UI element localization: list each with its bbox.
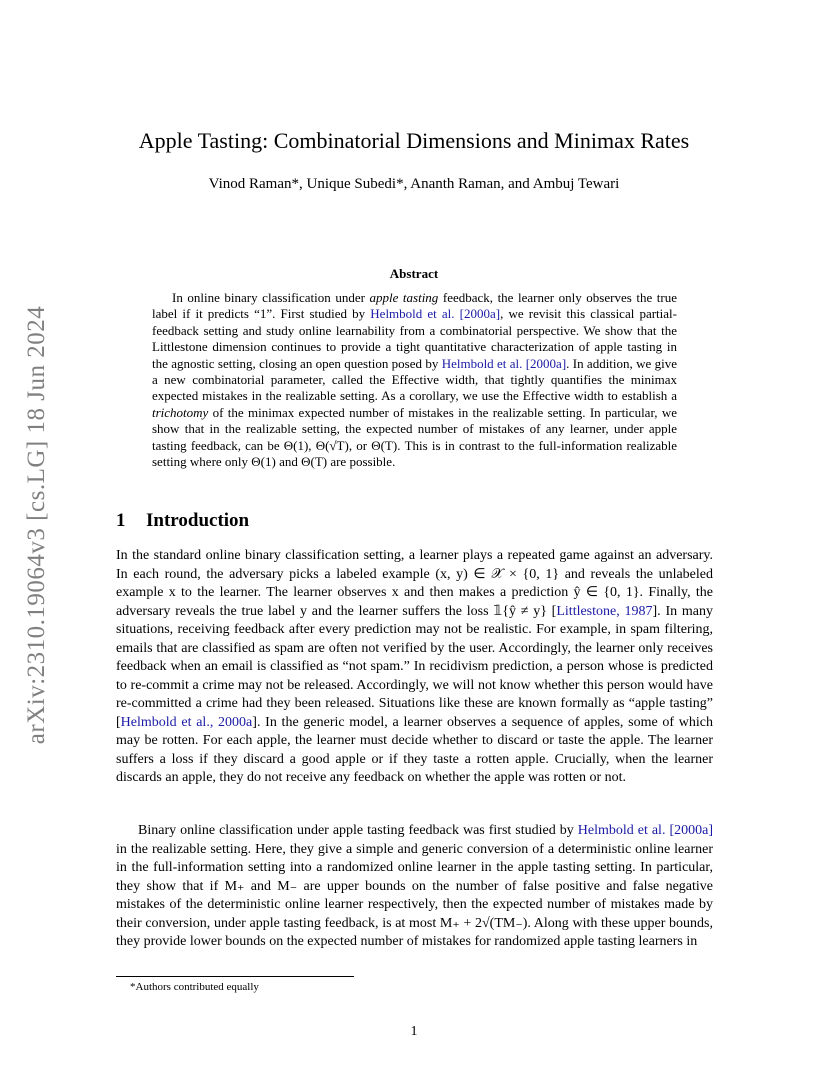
- paper-title: Apple Tasting: Combinatorial Dimensions and Minimax Rates: [138, 128, 690, 153]
- citation-link[interactable]: Helmbold et al. [2000a]: [577, 823, 713, 838]
- section-number: 1: [116, 510, 126, 531]
- paragraph-text: ]. In the generic model, a learner observes a sequence of apples, some of which may be rotten. For each apple, the learner must decide whether to discard or taste the apple. The learner suffers a loss if they discard a good apple or if they taste a rotten apple. Crucially, when the learner discards an apple, they do not receive any feedback on whether the apple was rotten or not.: [116, 714, 714, 785]
- abstract-text: . In addition, we give a new combinatorial parameter, called the Effective width, that tightly quantifies the minimax expected mistakes in the realizable setting. As a corollary, we use the Effective width to establish a: [152, 355, 678, 404]
- citation-link[interactable]: Helmbold et al., 2000a: [120, 714, 253, 730]
- abstract-heading: Abstract: [389, 266, 439, 281]
- abstract-emphasis: apple tasting: [369, 290, 439, 305]
- section-title: Introduction: [146, 510, 250, 531]
- body-paragraph: [116, 547, 713, 788]
- citation-link[interactable]: Helmbold et al. [2000a]: [370, 306, 501, 322]
- section-heading: [116, 510, 249, 532]
- page-number: 1: [410, 1024, 418, 1039]
- paper-authors: Vinod Raman*, Unique Subedi*, Ananth Raman, and Ambuj Tewari: [208, 176, 620, 192]
- citation-link[interactable]: Littlestone, 1987: [556, 603, 653, 619]
- arxiv-stamp: [16, 290, 58, 760]
- paragraph-text: ]. In many situations, receiving feedback after every prediction may not be realistic. For example, in spam filtering, emails that are classified as spam are often not verified by the user. Accordingly, the learner only receives feedback when an email is classified as “not spam.” In recidivism prediction, a person whose is predicted to re-commit a crime may not be released. Accordingly, we will not know whether this person would have re-committed a crime had they been released. Situations like these are known formally as “apple tasting” [: [116, 603, 713, 730]
- abstract-body: [152, 290, 677, 470]
- body-paragraph: [116, 822, 713, 952]
- abstract-text: In online binary classification under: [172, 290, 370, 305]
- footnote: *Authors contributed equally: [130, 981, 259, 993]
- citation-link[interactable]: Helmbold et al. [2000a]: [441, 355, 567, 371]
- abstract-text: , we revisit this classical partial-feedback setting and study online learnability from a combinatorial perspective. We show that the Littlestone dimension continues to provide a tight quantitative characterization of apple tasting in the agnostic setting, closing an open question posed by: [152, 306, 677, 371]
- paragraph-text: In the standard online binary classification setting, a learner plays a repeated game against an adversary. In each round, the adversary picks a labeled example (x, y) ∈ 𝒳 × {0, 1} and reveals the unlabeled example x to the learner. The learner observes x and then makes a prediction ŷ ∈ {0, 1}. Finally, the adversary reveals the true label y and the learner suffers the loss 𝟙{ŷ ≠ y} [: [116, 548, 713, 619]
- abstract-text: feedback, the learner only observes the true label if it predicts “1”. First studied by: [152, 290, 677, 322]
- abstract-text: of the minimax expected number of mistakes in the realizable setting. In particular, we show that in the realizable setting, the expected number of mistakes of any learner, under apple tasting feedback, can be Θ(1), Θ(√T), or Θ(T). This is in contrast to the full-information realizable setting where only Θ(1) and Θ(T) are possible.: [152, 404, 677, 470]
- paragraph-text: in the realizable setting. Here, they give a simple and generic conversion of a deterministic online learner in the full-information setting into a randomized online learner in the apple tasting setting. In particular, they show that if M₊ and M₋ are upper bounds on the number of false positive and false negative mistakes of the deterministic online learner respectively, then the expected number of mistakes made by their conversion, under apple tasting feedback, is at most M₊ + 2√(TM₋). Along with these upper bounds, they provide lower bounds on the expected number of mistakes for randomized apple tasting learners in: [116, 841, 713, 949]
- abstract-emphasis: trichotomy: [152, 404, 209, 420]
- arxiv-identifier: arXiv:2310.19064v3 [cs.LG] 18 Jun 2024: [23, 305, 50, 745]
- footnote-divider: [116, 976, 354, 977]
- paragraph-text: Binary online classification under apple tasting feedback was first studied by: [138, 823, 578, 838]
